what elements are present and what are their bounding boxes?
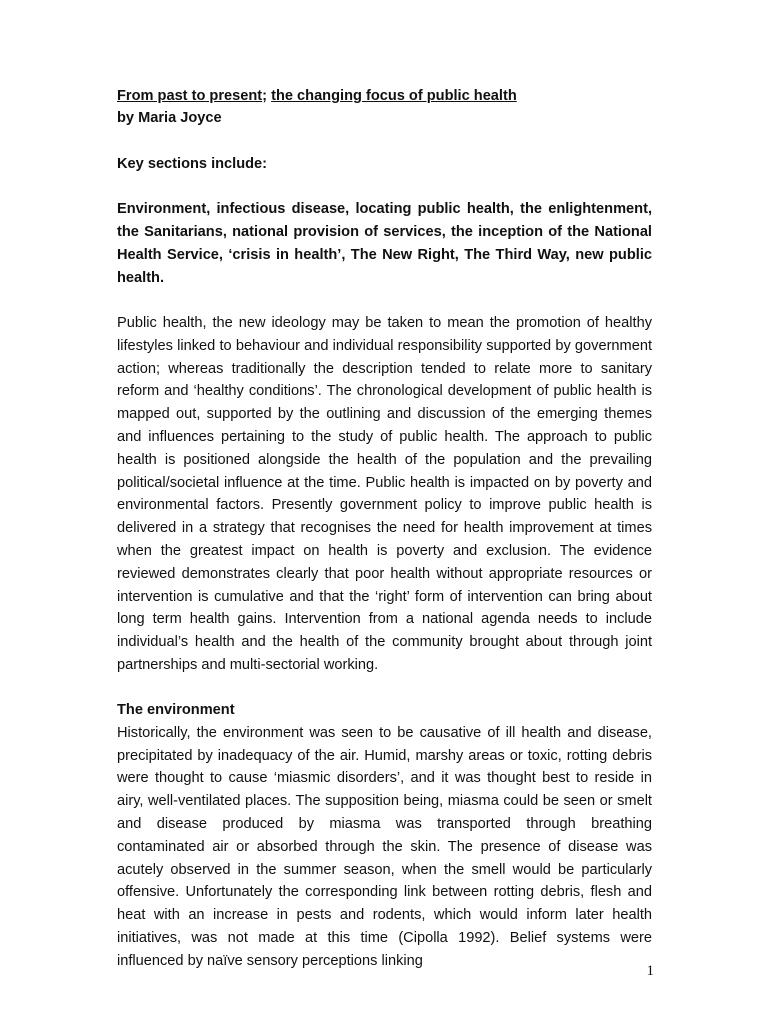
document-title <box>117 85 652 107</box>
key-sections-list: Environment, infectious disease, locating public health, the enlightenment, the Sanitarians, national provision of services, the inception of the National Health Service, ‘crisis in health’, The New Right, The Third Way, new public health. <box>117 201 652 286</box>
section-heading-environment: The environment <box>117 701 235 718</box>
title-part-1: From past to present <box>117 88 263 104</box>
title-separator: ; <box>262 88 268 104</box>
key-sections-heading: Key sections include: <box>117 156 268 172</box>
page-number: 1 <box>646 963 654 979</box>
abstract-paragraph: Public health, the new ideology may be taken to mean the promotion of healthy lifestyles linked to behaviour and individual responsibility supported by government action; whereas traditionally the description tended to relate more to sanitary reform and ‘healthy conditions’. The chronological development of public health is mapped out, supported by the outlining and discussion of the emerging themes and influences pertaining to the study of public health. The approach to public health is positioned alongside the health of the population and the prevailing political/societal influence at the time. Public health is impacted on by poverty and environmental factors. Presently government policy to improve public health is delivered in a strategy that recognises the need for health improvement at times when the greatest impact on health is poverty and exclusion. The evidence reviewed demonstrates clearly that poor health without appropriate resources or intervention is cumulative and that the ‘right’ form of intervention can bring about long term health gains. Intervention from a national agenda needs to include individual’s health and the health of the community brought about through joint partnerships and multi-sectorial working. <box>117 315 652 673</box>
author-line: by Maria Joyce <box>117 110 222 126</box>
title-part-2: the changing focus of public health <box>271 88 517 104</box>
document-body <box>117 85 652 995</box>
environment-paragraph: Historically, the environment was seen to be causative of ill health and disease, precipitated by inadequacy of the air. Humid, marshy areas or toxic, rotting debris were thought to cause ‘miasmic disorders’, and it was thought best to reside in airy, well-ventilated places. The supposition being, miasma could be seen or smelt and disease produced by miasma was transported through breathing contaminated air or absorbed through the skin. The presence of disease was acutely observed in the summer season, when the smell would be particularly offensive. Unfortunately the corresponding link between rotting debris, flesh and heat with an increase in pests and rodents, which would inform later health initiatives, was not made at this time (Cipolla 1992). Belief systems were influenced by naïve sensory perceptions linking <box>117 724 652 969</box>
